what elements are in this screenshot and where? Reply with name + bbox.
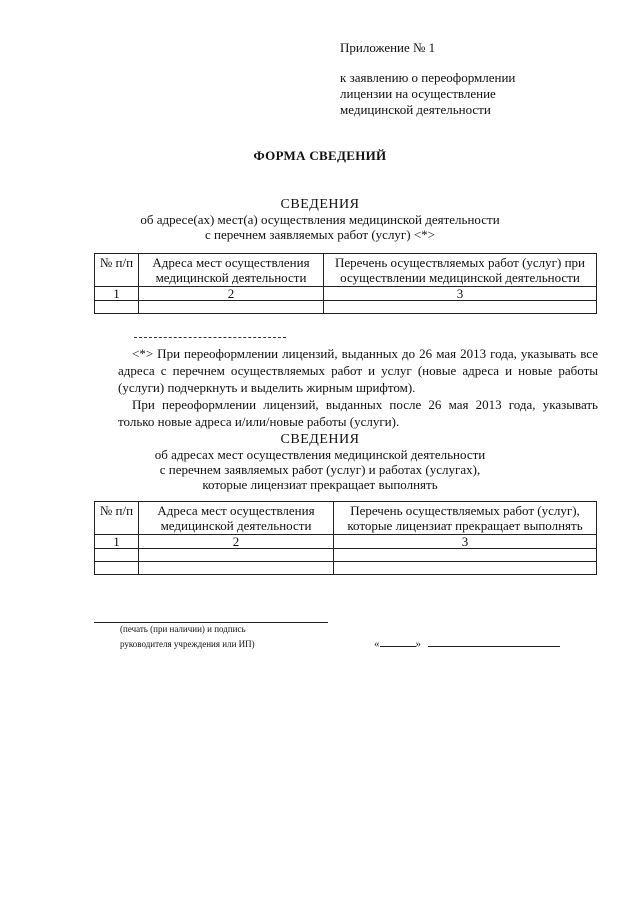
section2-subtitle: с перечнем заявляемых работ (услуг) и работах (услугах), <box>159 462 481 477</box>
signature-caption: руководителя учреждения или ИП) <box>120 639 255 649</box>
signature-line <box>94 622 328 623</box>
section1-heading: СВЕДЕНИЯ <box>280 197 360 212</box>
numbering-cell: 2 <box>139 535 334 549</box>
numbering-cell: 3 <box>334 535 597 549</box>
empty-cell <box>334 562 597 575</box>
footnote-paragraph: При переоформлении лицензий, выданных после 26 мая 2013 года, указывать только новые адреса и/или/новые работы (услуги). <box>118 397 598 429</box>
empty-cell <box>334 549 597 562</box>
table-numbering-row <box>95 287 597 301</box>
table-numbering-row <box>95 535 597 549</box>
footnote-paragraph: <*> При переоформлении лицензий, выданных до 26 мая 2013 года, указывать все адреса с перечнем осуществляемых работ и услуг (новые адреса и новые работы (услуги) подчеркнуть и выделить жирным шрифтом). <box>118 346 598 395</box>
numbering-cell: 2 <box>139 287 324 301</box>
table-empty-row <box>95 549 597 562</box>
form-title: ФОРМА СВЕДЕНИЙ <box>253 148 387 163</box>
appendix-line: медицинской деятельности <box>340 102 491 117</box>
empty-cell <box>139 562 334 575</box>
empty-cell <box>139 301 324 314</box>
date-field <box>374 636 560 650</box>
appendix-title: Приложение № 1 <box>340 40 436 55</box>
table-empty-row <box>95 301 597 314</box>
day-blank <box>380 636 416 647</box>
month-year-blank <box>428 636 560 647</box>
numbering-cell: 1 <box>95 535 139 549</box>
numbering-cell: 3 <box>324 287 597 301</box>
empty-cell <box>95 562 139 575</box>
appendix-line: лицензии на осуществление <box>340 86 496 101</box>
date-quote-close: » <box>415 638 421 650</box>
table-empty-row <box>95 562 597 575</box>
header-cell-addresses: Адреса мест осуществления медицинской деятельности <box>139 254 324 287</box>
section1-table <box>94 253 597 314</box>
empty-cell <box>95 301 139 314</box>
empty-cell <box>95 549 139 562</box>
numbering-cell: 1 <box>95 287 139 301</box>
empty-cell <box>139 549 334 562</box>
header-cell-services: Перечень осуществляемых работ (услуг), которые лицензиат прекращает выполнять <box>334 502 597 535</box>
section2-title <box>0 432 640 492</box>
table-header-row <box>95 254 597 287</box>
section2-table <box>94 501 597 575</box>
table-header-row <box>95 502 597 535</box>
section2-subtitle: которые лицензиат прекращает выполнять <box>202 477 438 492</box>
header-cell-number: № п/п <box>95 502 139 535</box>
header-cell-addresses: Адреса мест осуществления медицинской деятельности <box>139 502 334 535</box>
header-cell-services: Перечень осуществляемых работ (услуг) при осуществлении медицинской деятельности <box>324 254 597 287</box>
date-quote-open: « <box>374 638 380 650</box>
section2-heading: СВЕДЕНИЯ <box>280 432 360 447</box>
footnote <box>118 345 598 430</box>
appendix-line: к заявлению о переоформлении <box>340 70 516 85</box>
section1-subtitle: с перечнем заявляемых работ (услуг) <*> <box>204 227 436 242</box>
footnote-separator <box>134 337 286 338</box>
section1-title <box>0 197 640 242</box>
signature-caption: (печать (при наличии) и подпись <box>120 624 246 634</box>
header-cell-number: № п/п <box>95 254 139 287</box>
section2-subtitle: об адресах мест осуществления медицинской деятельности <box>154 447 486 462</box>
section1-subtitle: об адресе(ах) мест(а) осуществления медицинской деятельности <box>140 212 500 227</box>
empty-cell <box>324 301 597 314</box>
appendix-header <box>340 40 515 118</box>
